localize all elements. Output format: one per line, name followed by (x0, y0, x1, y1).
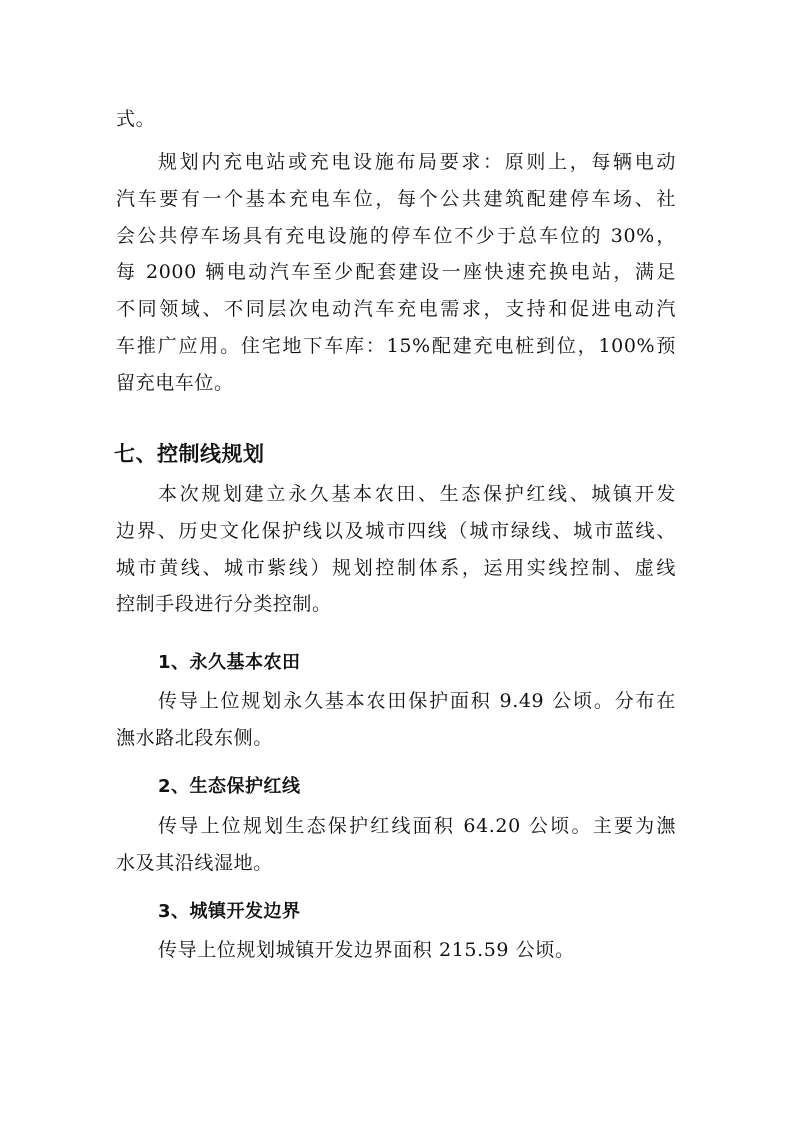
paragraph-ecology (116, 808, 676, 882)
paragraph-urban-boundary (116, 932, 676, 969)
text-line: 本次规划建立永久基本农田、生态保护红线、城镇开发 (158, 483, 676, 505)
text-line: 留充电车位。 (116, 371, 234, 394)
paragraph-farmland (116, 683, 676, 757)
text-line: 城市黄线、城市紫线）规划控制体系，运用实线控制、虚线 (116, 556, 676, 579)
text-line: 潕水路北段东侧。 (116, 726, 273, 749)
subsection-heading: 1、永久基本农田 (158, 652, 301, 673)
subsection-heading: 2、生态保护红线 (158, 776, 301, 797)
paragraph-charging-layout (116, 144, 676, 402)
text-line: 控制手段进行分类控制。 (116, 593, 332, 616)
text-line: 汽车要有一个基本充电车位，每个公共建筑配建停车场、社 (116, 187, 676, 210)
text-line: 规划内充电站或充电设施布局要求：原则上，每辆电动 (158, 151, 676, 173)
text-line: 不同领域、不同层次电动汽车充电需求，支持和促进电动汽 (116, 298, 676, 321)
text-line: 边界、历史文化保护线以及城市四线（城市绿线、城市蓝线、 (116, 519, 676, 542)
text-line: 式。 (116, 108, 156, 130)
text-line: 每 2000 辆电动汽车至少配套建设一座快速充换电站，满足 (116, 261, 676, 284)
text-line: 车推广应用。住宅地下车库：15%配建充电桩到位，100%预 (116, 334, 676, 357)
paragraph-continued (116, 101, 676, 138)
section-heading: 七、控制线规划 (114, 442, 265, 466)
subsection-heading: 3、城镇开发边界 (158, 901, 301, 922)
text-line: 传导上位规划生态保护红线面积 64.20 公顷。主要为潕 (158, 815, 676, 837)
text-line: 传导上位规划永久基本农田保护面积 9.49 公顷。分布在 (158, 690, 676, 712)
text-line: 会公共停车场具有充电设施的停车位不少于总车位的 30%， (116, 224, 676, 247)
text-line: 传导上位规划城镇开发边界面积 215.59 公顷。 (158, 939, 575, 961)
text-line: 水及其沿线湿地。 (116, 851, 273, 874)
paragraph-control-lines (116, 476, 676, 623)
